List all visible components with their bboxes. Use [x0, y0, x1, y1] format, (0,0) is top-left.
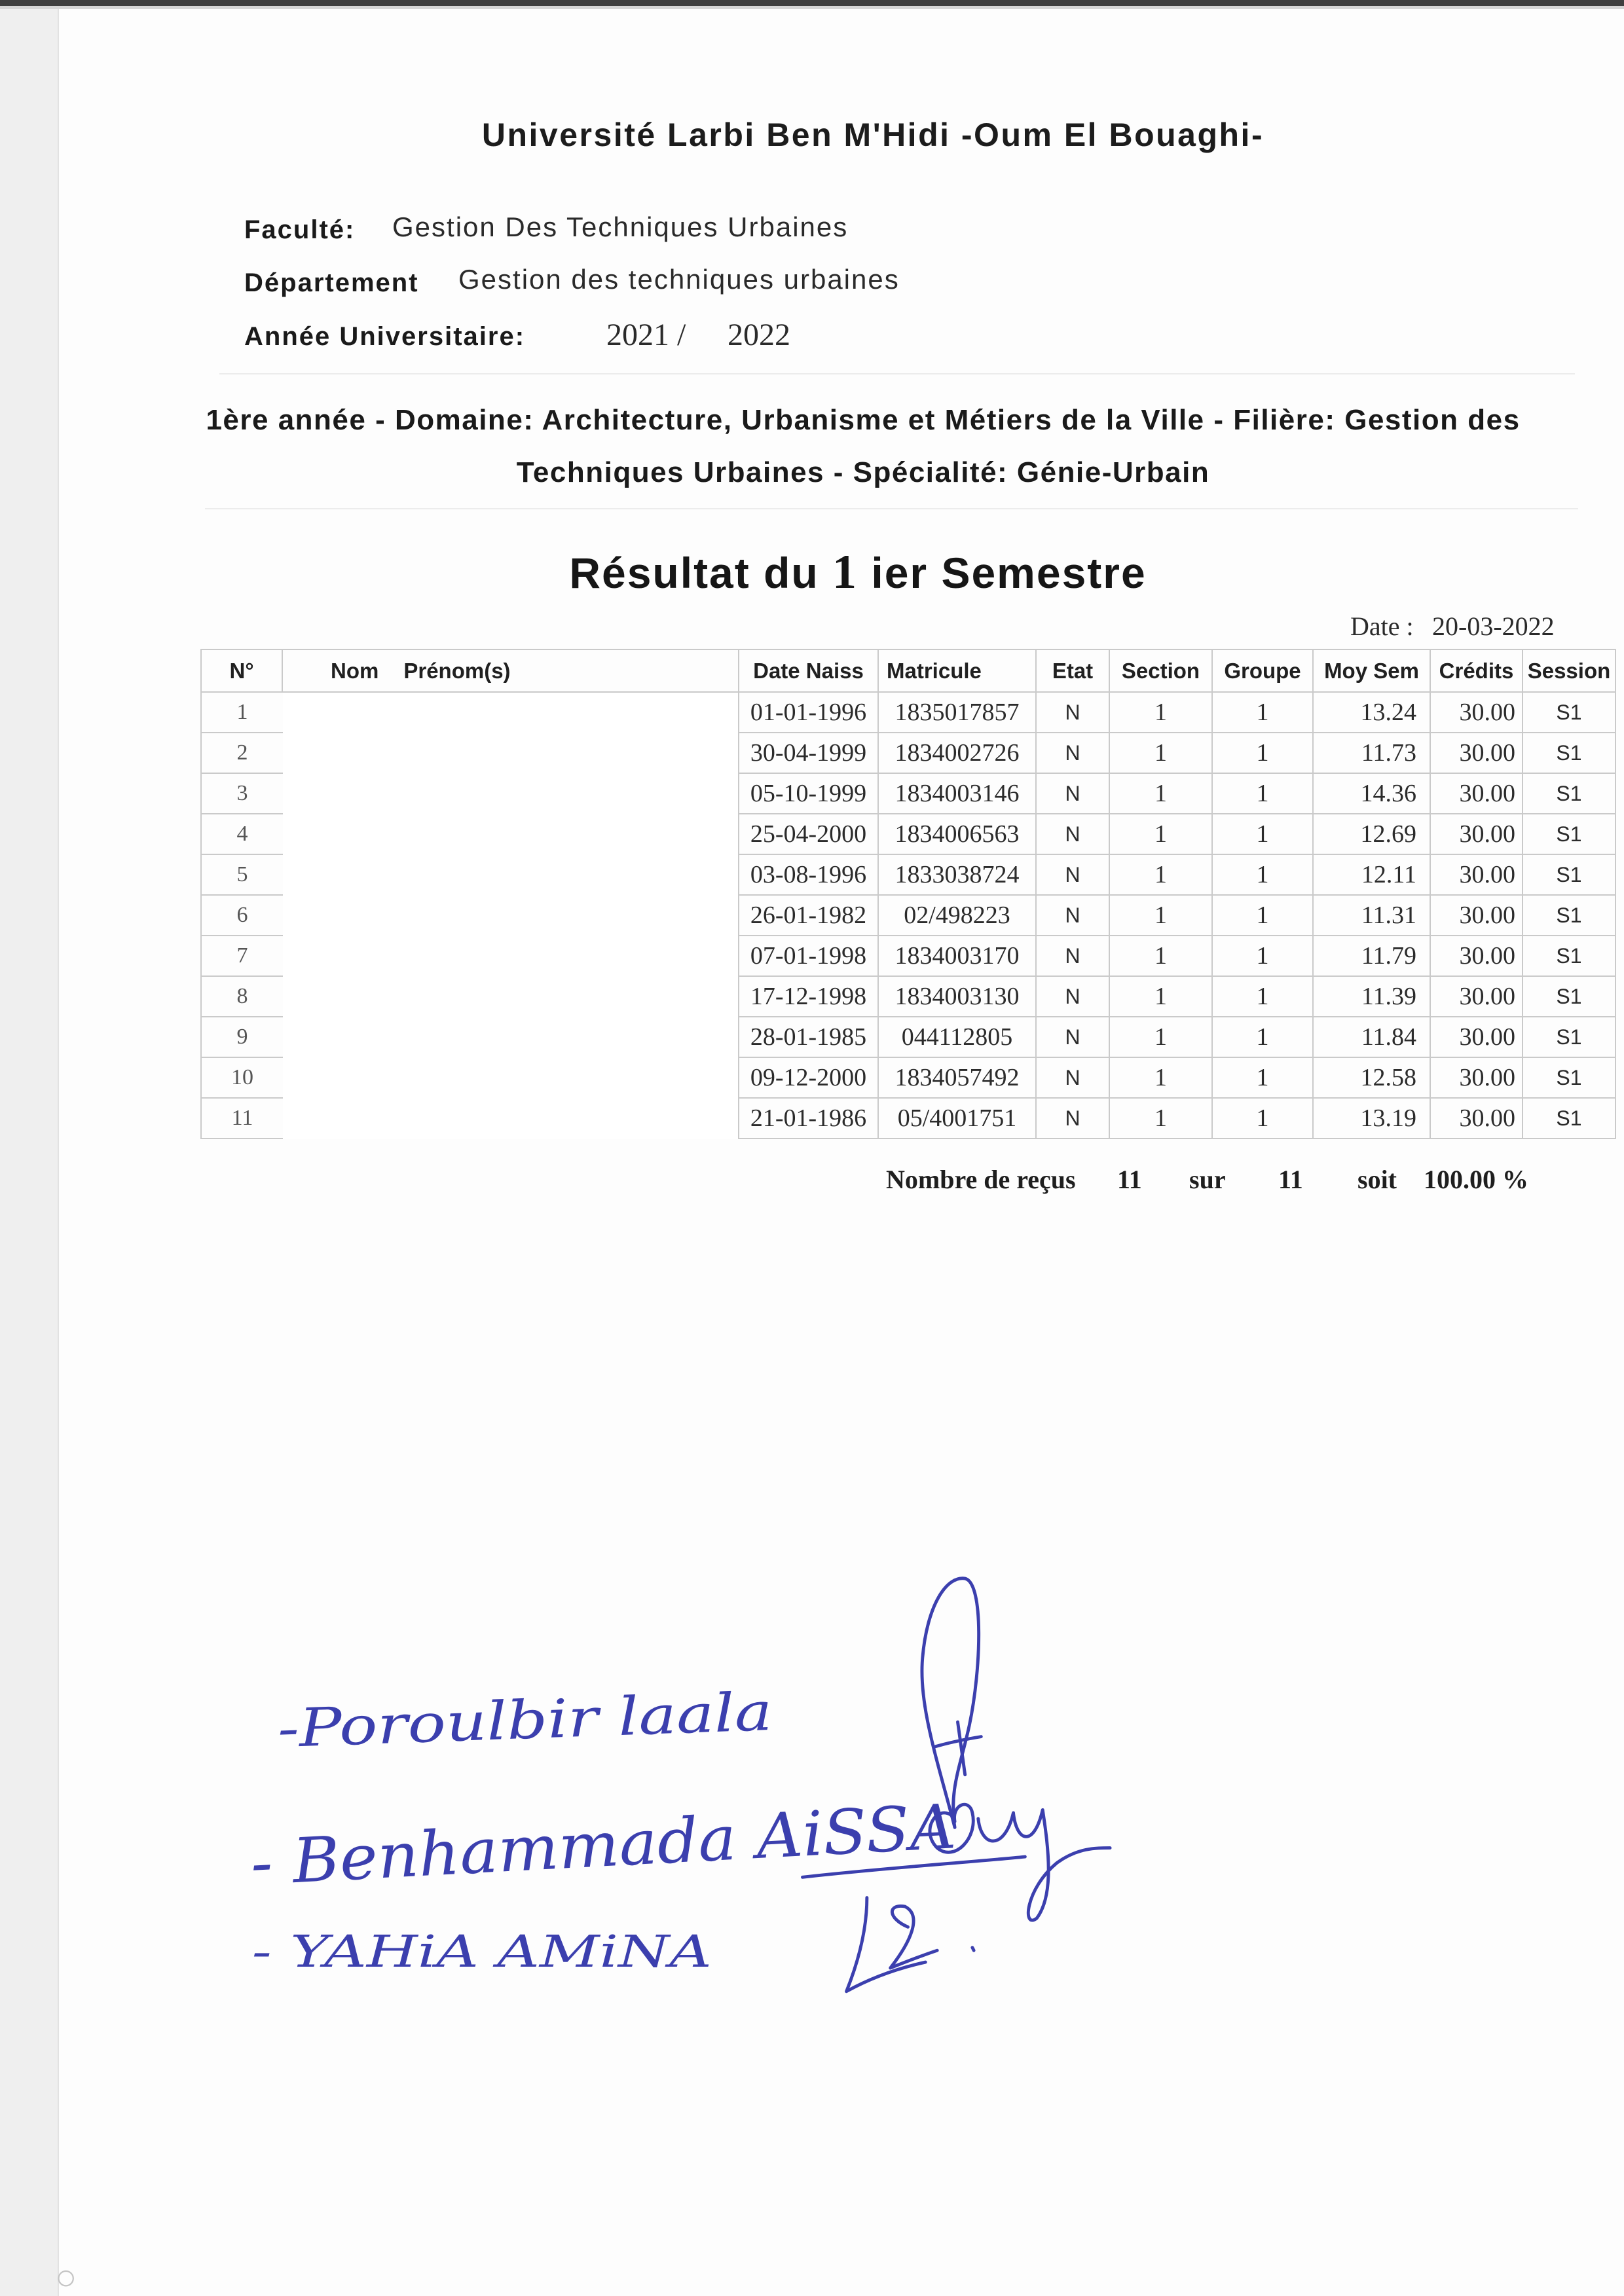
cell-date-naiss: 09-12-2000 [739, 1058, 879, 1099]
handwritten-name-1: -Poroulbir laala [276, 1683, 690, 1760]
cell-number: 11 [200, 1099, 283, 1139]
date-value: 20-03-2022 [1432, 611, 1555, 641]
cell-etat: N [1037, 1099, 1110, 1139]
cell-moy-sem: 11.73 [1314, 733, 1431, 774]
cell-section: 1 [1110, 936, 1213, 977]
cell-etat: N [1037, 774, 1110, 814]
cell-date-naiss: 28-01-1985 [739, 1017, 879, 1058]
cell-session: S1 [1523, 855, 1616, 896]
signature-loop [922, 1578, 979, 1828]
annee-end: 2022 [728, 318, 790, 352]
header-session: Session [1523, 649, 1616, 693]
title-number: 1 [832, 545, 858, 599]
summary-soit: soit [1357, 1165, 1397, 1194]
summary-percent: 100.00 % [1424, 1165, 1528, 1194]
cell-credits: 30.00 [1431, 977, 1523, 1017]
departement-label: Département [244, 268, 419, 297]
cell-etat: N [1037, 977, 1110, 1017]
cell-section: 1 [1110, 855, 1213, 896]
cell-groupe: 1 [1213, 977, 1314, 1017]
cell-credits: 30.00 [1431, 814, 1523, 855]
header-section: Section [1110, 649, 1213, 693]
header-groupe: Groupe [1213, 649, 1314, 693]
cell-moy-sem: 11.79 [1314, 936, 1431, 977]
summary-label: Nombre de reçus [886, 1165, 1076, 1194]
faculte-value: Gestion Des Techniques Urbaines [392, 211, 849, 242]
cell-groupe: 1 [1213, 896, 1314, 936]
cell-section: 1 [1110, 896, 1213, 936]
cell-groupe: 1 [1213, 855, 1314, 896]
cell-groupe: 1 [1213, 936, 1314, 977]
cell-moy-sem: 11.84 [1314, 1017, 1431, 1058]
cell-groupe: 1 [1213, 1058, 1314, 1099]
cell-section: 1 [1110, 1058, 1213, 1099]
cell-matricule: 044112805 [879, 1017, 1037, 1058]
cell-section: 1 [1110, 774, 1213, 814]
cell-etat: N [1037, 693, 1110, 733]
cell-etat: N [1037, 733, 1110, 774]
cell-date-naiss: 25-04-2000 [739, 814, 879, 855]
cell-number: 8 [200, 977, 283, 1017]
cell-matricule: 02/498223 [879, 896, 1037, 936]
cell-credits: 30.00 [1431, 1099, 1523, 1139]
cell-etat: N [1037, 855, 1110, 896]
header-number: N° [200, 649, 283, 693]
summary-total: 11 [1278, 1165, 1303, 1194]
cell-number: 5 [200, 855, 283, 896]
title-after: ier Semestre [871, 549, 1147, 597]
cell-number: 6 [200, 896, 283, 936]
cell-groupe: 1 [1213, 733, 1314, 774]
cell-matricule: 1834003146 [879, 774, 1037, 814]
cell-session: S1 [1523, 896, 1616, 936]
departement-value: Gestion des techniques urbaines [458, 264, 900, 295]
cell-etat: N [1037, 896, 1110, 936]
cell-number: 2 [200, 733, 283, 774]
cell-session: S1 [1523, 693, 1616, 733]
cell-moy-sem: 12.11 [1314, 855, 1431, 896]
cell-date-naiss: 30-04-1999 [739, 733, 879, 774]
cell-etat: N [1037, 936, 1110, 977]
cell-etat: N [1037, 814, 1110, 855]
cell-credits: 30.00 [1431, 1017, 1523, 1058]
cell-matricule: 05/4001751 [879, 1099, 1037, 1139]
cell-matricule: 1834006563 [879, 814, 1037, 855]
program-line-1: 1ère année - Domaine: Architecture, Urbanisme et Métiers de la Ville - Filière: Gestion des [206, 404, 1521, 436]
cell-credits: 30.00 [1431, 896, 1523, 936]
cell-date-naiss: 03-08-1996 [739, 855, 879, 896]
cell-matricule: 1833038724 [879, 855, 1037, 896]
cell-etat: N [1037, 1058, 1110, 1099]
cell-credits: 30.00 [1431, 774, 1523, 814]
cell-groupe: 1 [1213, 1017, 1314, 1058]
handwritten-name-2: - Benhammada AiSSA [249, 1793, 931, 1900]
cell-date-naiss: 26-01-1982 [739, 896, 879, 936]
cell-number: 10 [200, 1058, 283, 1099]
title-before: Résultat du [569, 549, 819, 597]
cell-date-naiss: 21-01-1986 [739, 1099, 879, 1139]
cell-matricule: 1834057492 [879, 1058, 1037, 1099]
cell-date-naiss: 05-10-1999 [739, 774, 879, 814]
cell-session: S1 [1523, 936, 1616, 977]
cell-section: 1 [1110, 977, 1213, 1017]
program-line-2: Techniques Urbaines - Spécialité: Génie-Urbain [516, 456, 1210, 488]
summary-received: 11 [1117, 1165, 1142, 1194]
cell-credits: 30.00 [1431, 693, 1523, 733]
handwritten-name-3: - YAHiA AMiNA [251, 1925, 712, 1977]
cell-moy-sem: 11.31 [1314, 896, 1431, 936]
cell-groupe: 1 [1213, 1099, 1314, 1139]
cell-number: 3 [200, 774, 283, 814]
header-prenom: Prénom(s) [403, 658, 511, 683]
cell-session: S1 [1523, 733, 1616, 774]
header-matricule: Matricule [879, 649, 1037, 693]
cell-matricule: 1834003130 [879, 977, 1037, 1017]
cell-session: S1 [1523, 774, 1616, 814]
cell-groupe: 1 [1213, 814, 1314, 855]
cell-moy-sem: 12.58 [1314, 1058, 1431, 1099]
cell-date-naiss: 17-12-1998 [739, 977, 879, 1017]
cell-section: 1 [1110, 1017, 1213, 1058]
header-nom: Nom [331, 658, 379, 683]
cell-section: 1 [1110, 1099, 1213, 1139]
cell-matricule: 1835017857 [879, 693, 1037, 733]
cell-matricule: 1834003170 [879, 936, 1037, 977]
annee-label: Année Universitaire: [244, 322, 526, 351]
cell-section: 1 [1110, 814, 1213, 855]
signature-main [802, 1578, 1110, 1920]
cell-session: S1 [1523, 977, 1616, 1017]
cell-matricule: 1834002726 [879, 733, 1037, 774]
cell-session: S1 [1523, 1058, 1616, 1099]
cell-session: S1 [1523, 814, 1616, 855]
header-etat: Etat [1037, 649, 1110, 693]
cell-section: 1 [1110, 733, 1213, 774]
cell-moy-sem: 11.39 [1314, 977, 1431, 1017]
cell-date-naiss: 07-01-1998 [739, 936, 879, 977]
cell-moy-sem: 14.36 [1314, 774, 1431, 814]
cell-number: 4 [200, 814, 283, 855]
annee-start: 2021 / [606, 318, 686, 352]
header-date-naiss: Date Naiss [739, 649, 879, 693]
cell-number: 7 [200, 936, 283, 977]
cell-credits: 30.00 [1431, 855, 1523, 896]
signature-initials [847, 1898, 974, 1992]
cell-date-naiss: 01-01-1996 [739, 693, 879, 733]
cell-number: 1 [200, 693, 283, 733]
header-credits: Crédits [1431, 649, 1523, 693]
cell-moy-sem: 12.69 [1314, 814, 1431, 855]
cell-moy-sem: 13.19 [1314, 1099, 1431, 1139]
summary-sur: sur [1189, 1165, 1226, 1194]
cell-groupe: 1 [1213, 774, 1314, 814]
cell-moy-sem: 13.24 [1314, 693, 1431, 733]
cell-session: S1 [1523, 1099, 1616, 1139]
date-label: Date : [1350, 611, 1414, 641]
cell-number: 9 [200, 1017, 283, 1058]
cell-section: 1 [1110, 693, 1213, 733]
cell-credits: 30.00 [1431, 936, 1523, 977]
university-name: Université Larbi Ben M'Hidi -Oum El Bouaghi- [481, 117, 1264, 153]
cell-etat: N [1037, 1017, 1110, 1058]
cell-groupe: 1 [1213, 693, 1314, 733]
cell-session: S1 [1523, 1017, 1616, 1058]
cell-credits: 30.00 [1431, 1058, 1523, 1099]
faculte-label: Faculté: [244, 215, 356, 244]
header-moy-sem: Moy Sem [1314, 649, 1431, 693]
scan-dot [58, 2271, 73, 2286]
cell-credits: 30.00 [1431, 733, 1523, 774]
